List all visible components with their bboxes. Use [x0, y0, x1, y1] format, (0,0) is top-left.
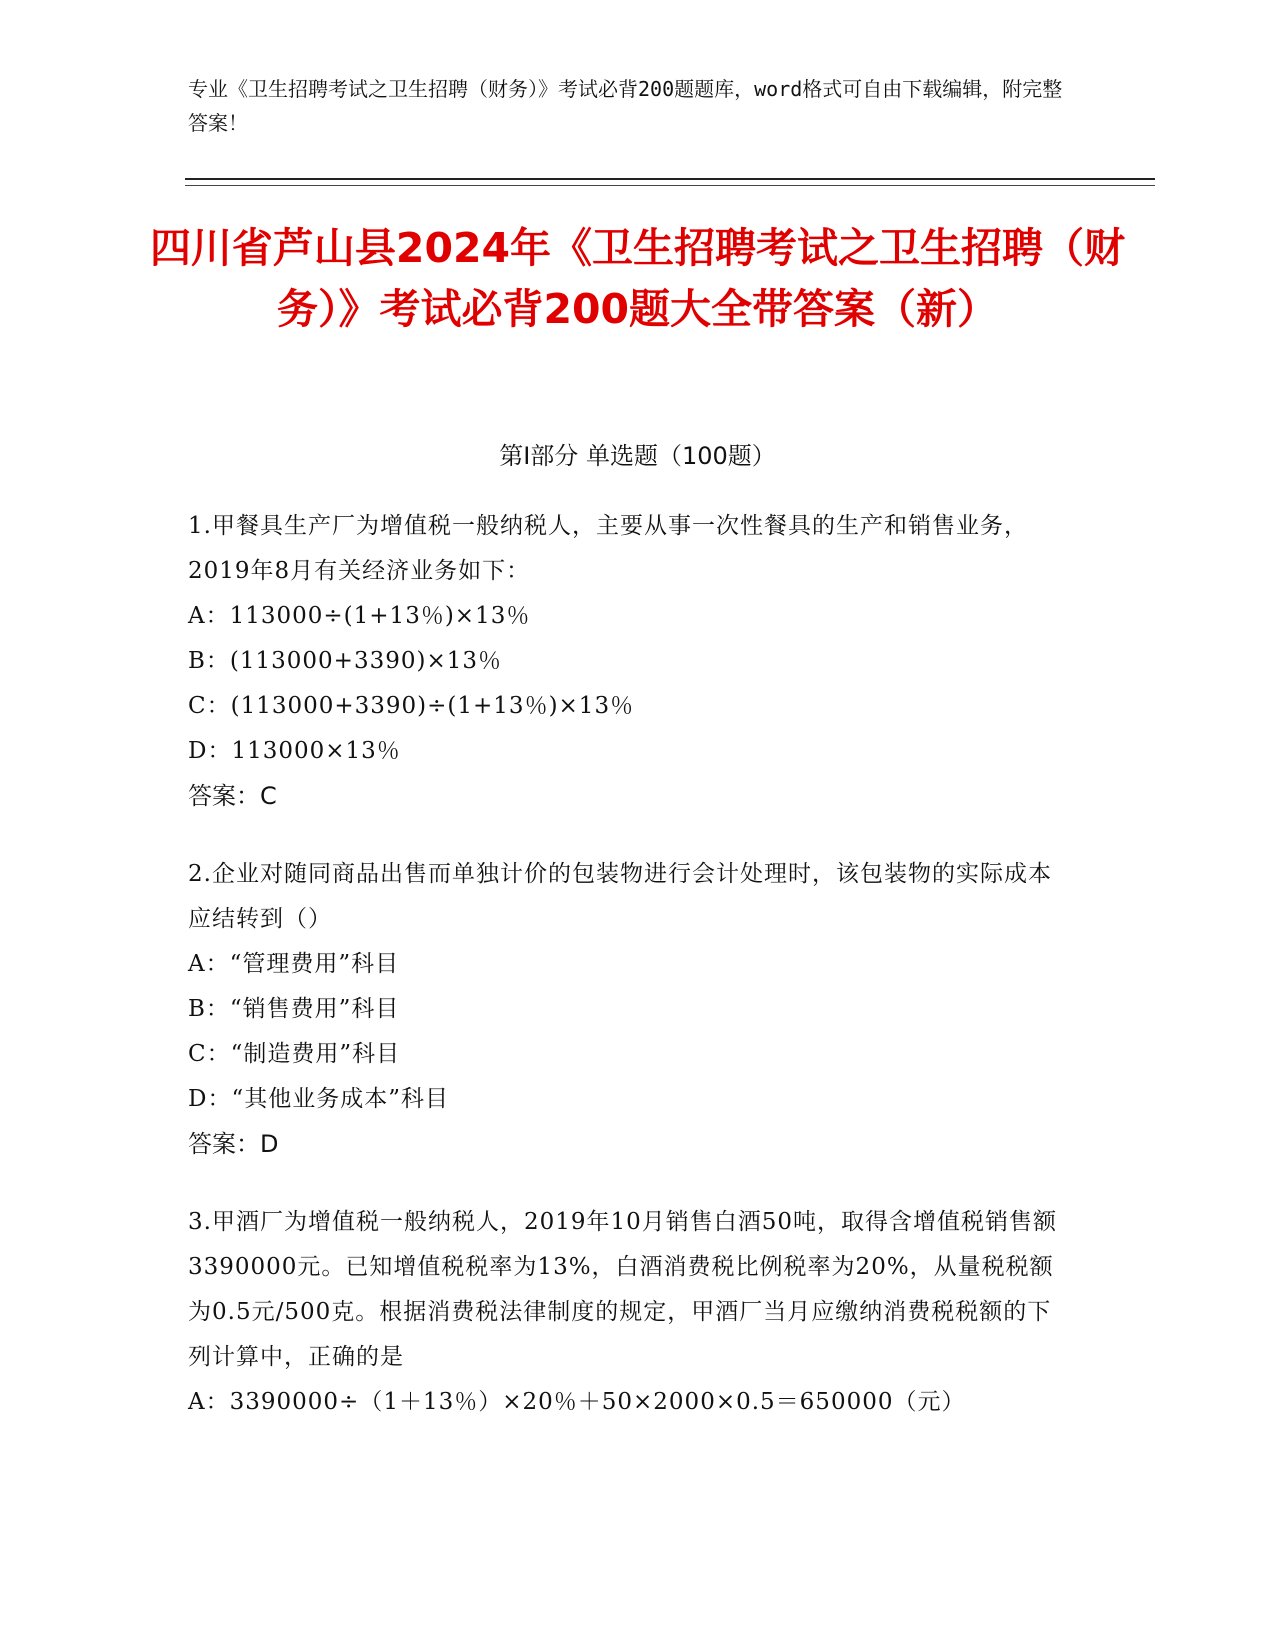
question-stem: 1.甲餐具生产厂为增值税一般纳税人，主要从事一次性餐具的生产和销售业务，2019年8月有关经济业务如下：	[188, 513, 1028, 584]
question-stem: 3.甲酒厂为增值税一般纳税人，2019年10月销售白酒50吨，取得含增值税销售额3390000元。已知增值税税率为13%，白酒消费税比例税率为20%，从量税税额为0.5元/500克。根据消费税法律制度的规定，甲酒厂当月应缴纳消费税税额的下列计算中，正确的是	[188, 1209, 1058, 1370]
question-1	[188, 504, 1068, 819]
question-3	[188, 1200, 1068, 1425]
option-a: A：3390000÷（1＋13％）×20％＋50×2000×0.5＝650000（元）	[188, 1389, 966, 1415]
option-c: C：(113000+3390)÷(1+13％)×13％	[188, 693, 635, 719]
option-b: B：(113000+3390)×13％	[188, 648, 502, 674]
option-a: A：113000÷(1+13％)×13％	[188, 603, 531, 629]
question-stem: 2.企业对随同商品出售而单独计价的包装物进行会计处理时，该包装物的实际成本应结转到（）	[188, 861, 1052, 932]
option-b: B：“销售费用”科目	[188, 996, 400, 1022]
question-2	[188, 852, 1068, 1167]
option-c: C：“制造费用”科目	[188, 1041, 401, 1067]
option-a: A：“管理费用”科目	[188, 951, 400, 977]
header-divider-thin	[185, 185, 1155, 186]
option-d: D：“其他业务成本”科目	[188, 1086, 449, 1112]
header-divider-thick	[185, 178, 1155, 180]
answer: 答案：D	[188, 1130, 279, 1158]
header-note: 专业《卫生招聘考试之卫生招聘（财务）》考试必背200题题库，word格式可自由下载编辑，附完整答案！	[188, 77, 1063, 135]
option-d: D：113000×13％	[188, 738, 401, 764]
document-title: 四川省芦山县2024年《卫生招聘考试之卫生招聘（财务）》考试必背200题大全带答案（新）	[149, 224, 1126, 333]
section-title: 第I部分 单选题（100题）	[499, 442, 776, 470]
answer: 答案：C	[188, 782, 277, 810]
